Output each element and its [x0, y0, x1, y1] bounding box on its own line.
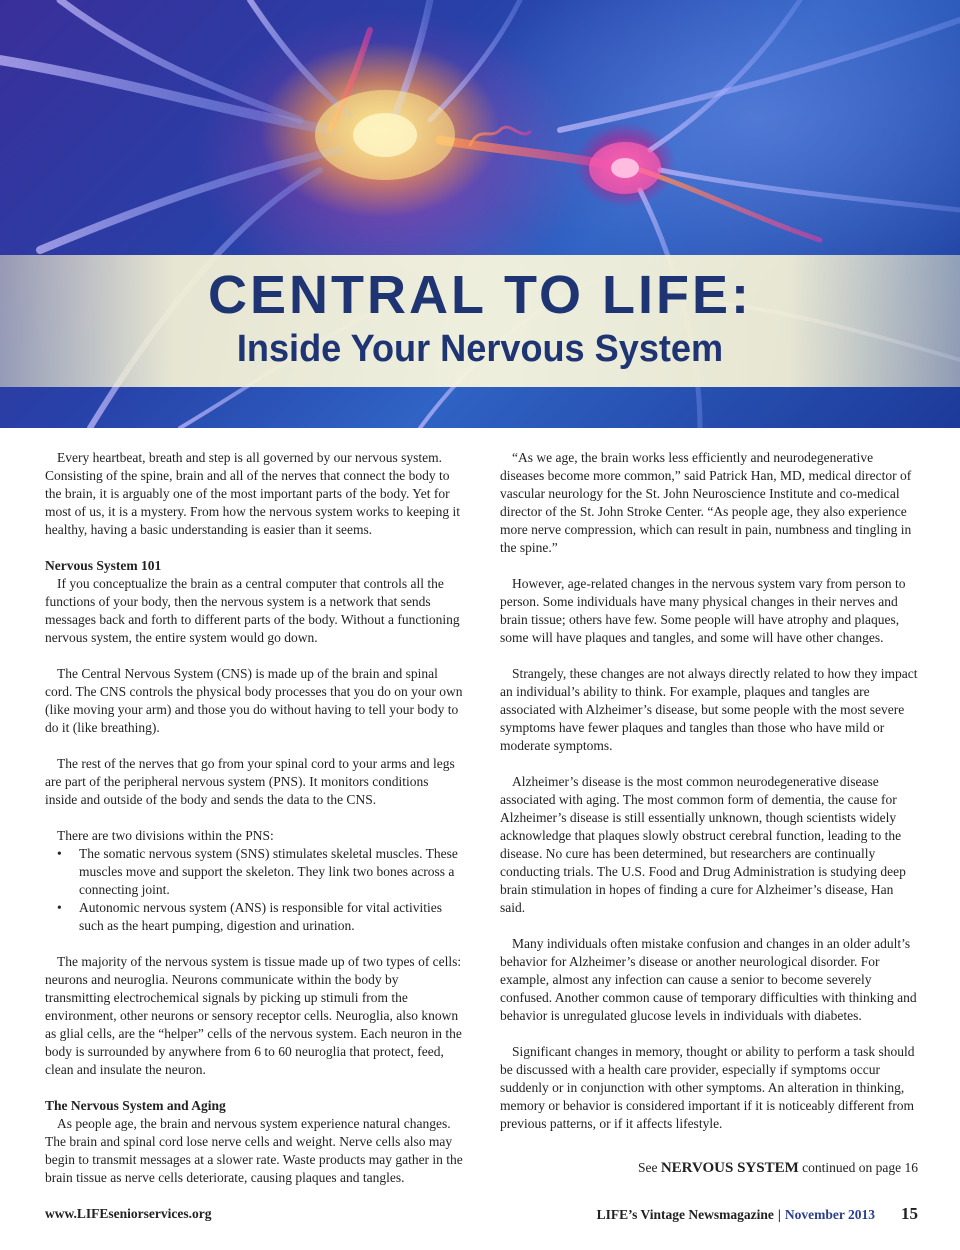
- page-footer: [45, 1206, 918, 1226]
- section-heading-nervous-system-101: Nervous System 101: [45, 558, 162, 573]
- body-paragraph: If you conceptualize the brain as a central computer that controls all the functions of your body, then the nervous system is a network that sends messages back and forth to different parts of the body. Without a functioning nervous system, the entire system would go down.: [45, 576, 460, 645]
- list-item: [45, 845, 463, 899]
- continued-on-link[interactable]: [500, 1159, 918, 1177]
- body-paragraph: Alzheimer’s disease is the most common neurodegenerative disease associated with aging. The most common form of dementia, the cause for Alzheimer’s disease is still essentially unknown, though scientists widely acknowledge that plaques slowly obstruct cerebral function, leading to the disease. No cure has been determined, but researchers are continually conducting trials. The U.S. Food and Drug Administration is studying deep brain stimulation in hopes of finding a cure for Alzheimer’s disease, Han said.: [500, 774, 906, 915]
- list-intro: There are two divisions within the PNS:: [57, 828, 274, 843]
- issue-date: November 2013: [784, 1207, 875, 1222]
- article-title: CENTRAL TO LIFE:: [208, 265, 752, 325]
- body-paragraph: However, age-related changes in the nervous system vary from person to person. Some individuals have many physical changes in their nerves and brain tissue; others have few. Some people will have atrophy and plaques, some will have plaques and tangles, and some will have other changes.: [500, 576, 906, 645]
- quote-paragraph: “As we age, the brain works less efficiently and neurodegenerative diseases become more common,” said Patrick Han, MD, medical director of vascular neurology for the St. John Neuroscience Institute and co-medical director of the St. John Stroke Center. “As people age, they also experience more nerve compression, which can result in pain, numbness and tingling in the spine.”: [500, 450, 912, 555]
- list-item-text: Autonomic nervous system (ANS) is responsible for vital activities such as the heart pumping, digestion and urination.: [79, 900, 442, 933]
- body-paragraph: Many individuals often mistake confusion and changes in an older adult’s behavior for Alzheimer’s disease or another neurological disorder. For example, almost any infection can cause a senior to become severely confused. Another common cause of temporary difficulties with thinking and behavior is unregulated glucose levels in individuals with diabetes.: [500, 936, 917, 1023]
- footer-publication: [597, 1204, 918, 1224]
- list-item: [45, 899, 463, 935]
- footer-separator: |: [777, 1207, 781, 1222]
- list-item-text: The somatic nervous system (SNS) stimulates skeletal muscles. These muscles move and support the skeleton. They link two bones across a connecting joint.: [79, 846, 458, 897]
- pns-divisions-list: [45, 845, 463, 935]
- left-column: [45, 449, 463, 1205]
- continued-section-name: NERVOUS SYSTEM: [660, 1160, 799, 1176]
- continued-suffix: continued on page 16: [802, 1160, 918, 1175]
- body-paragraph: The Central Nervous System (CNS) is made up of the brain and spinal cord. The CNS controls the physical body processes that you do on your own (like moving your arm) and those you do without having to tell your body to do it (like breathing).: [45, 666, 463, 735]
- article-subtitle: Inside Your Nervous System: [236, 328, 724, 370]
- body-paragraph: The majority of the nervous system is tissue made up of two types of cells: neurons and neuroglia. Neurons communicate within the body by transmitting electrochemical signals by picking up stimuli from the environment, other neurons or sensory receptor cells. Neuroglia, also known as glial cells, are the “helper” cells of the nervous system. Each neuron in the body is surrounded by anywhere from 6 to 60 neuroglia that protect, feed, clean and insulate the neuron.: [45, 954, 462, 1077]
- page-number: 15: [901, 1204, 918, 1223]
- website-link[interactable]: www.LIFEseniorservices.org: [45, 1206, 212, 1221]
- hero-image: [0, 0, 960, 428]
- body-paragraph: Strangely, these changes are not always directly related to how they impact an individual’s ability to think. For example, plaques and tangles are associated with Alzheimer’s disease, but some people with the most severe symptoms have fewer plaques and tangles than those who have mild or moderate symptoms.: [500, 666, 918, 753]
- body-paragraph: As people age, the brain and nervous system experience natural changes. The brain and spinal cord lose nerve cells and weight. Nerve cells also may begin to transmit messages at a slower rate. Waste products may gather in the brain tissue as nerve cells deteriorate, causing plaques and tangles.: [45, 1116, 463, 1185]
- body-paragraph: The rest of the nerves that go from your spinal cord to your arms and legs are part of the peripheral nervous system (PNS). It monitors conditions inside and outside of the body and sends the data to the CNS.: [45, 756, 455, 807]
- section-heading-aging: The Nervous System and Aging: [45, 1098, 226, 1113]
- magazine-name: LIFE’s Vintage Newsmagazine: [596, 1207, 774, 1222]
- bullet-icon: •: [57, 846, 62, 861]
- body-paragraph: Significant changes in memory, thought or ability to perform a task should be discussed with a health care provider, especially if symptoms occur suddenly or in conjunction with other symptoms. An alteration in thinking, memory or behavior is considered important if it is noticeably different from previous patterns, or if it affects lifestyle.: [500, 1044, 915, 1131]
- right-column: [500, 449, 918, 1151]
- bullet-icon: •: [57, 900, 62, 915]
- continued-prefix: See: [637, 1160, 658, 1175]
- intro-paragraph: Every heartbeat, breath and step is all governed by our nervous system. Consisting of the spine, brain and all of the nerves that connect the body to the brain, it is arguably one of the most important parts of the body. Yet for most of us, it is a mystery. From how the nervous system works to keeping it healthy, having a basic understanding is easier than it seems.: [45, 450, 460, 537]
